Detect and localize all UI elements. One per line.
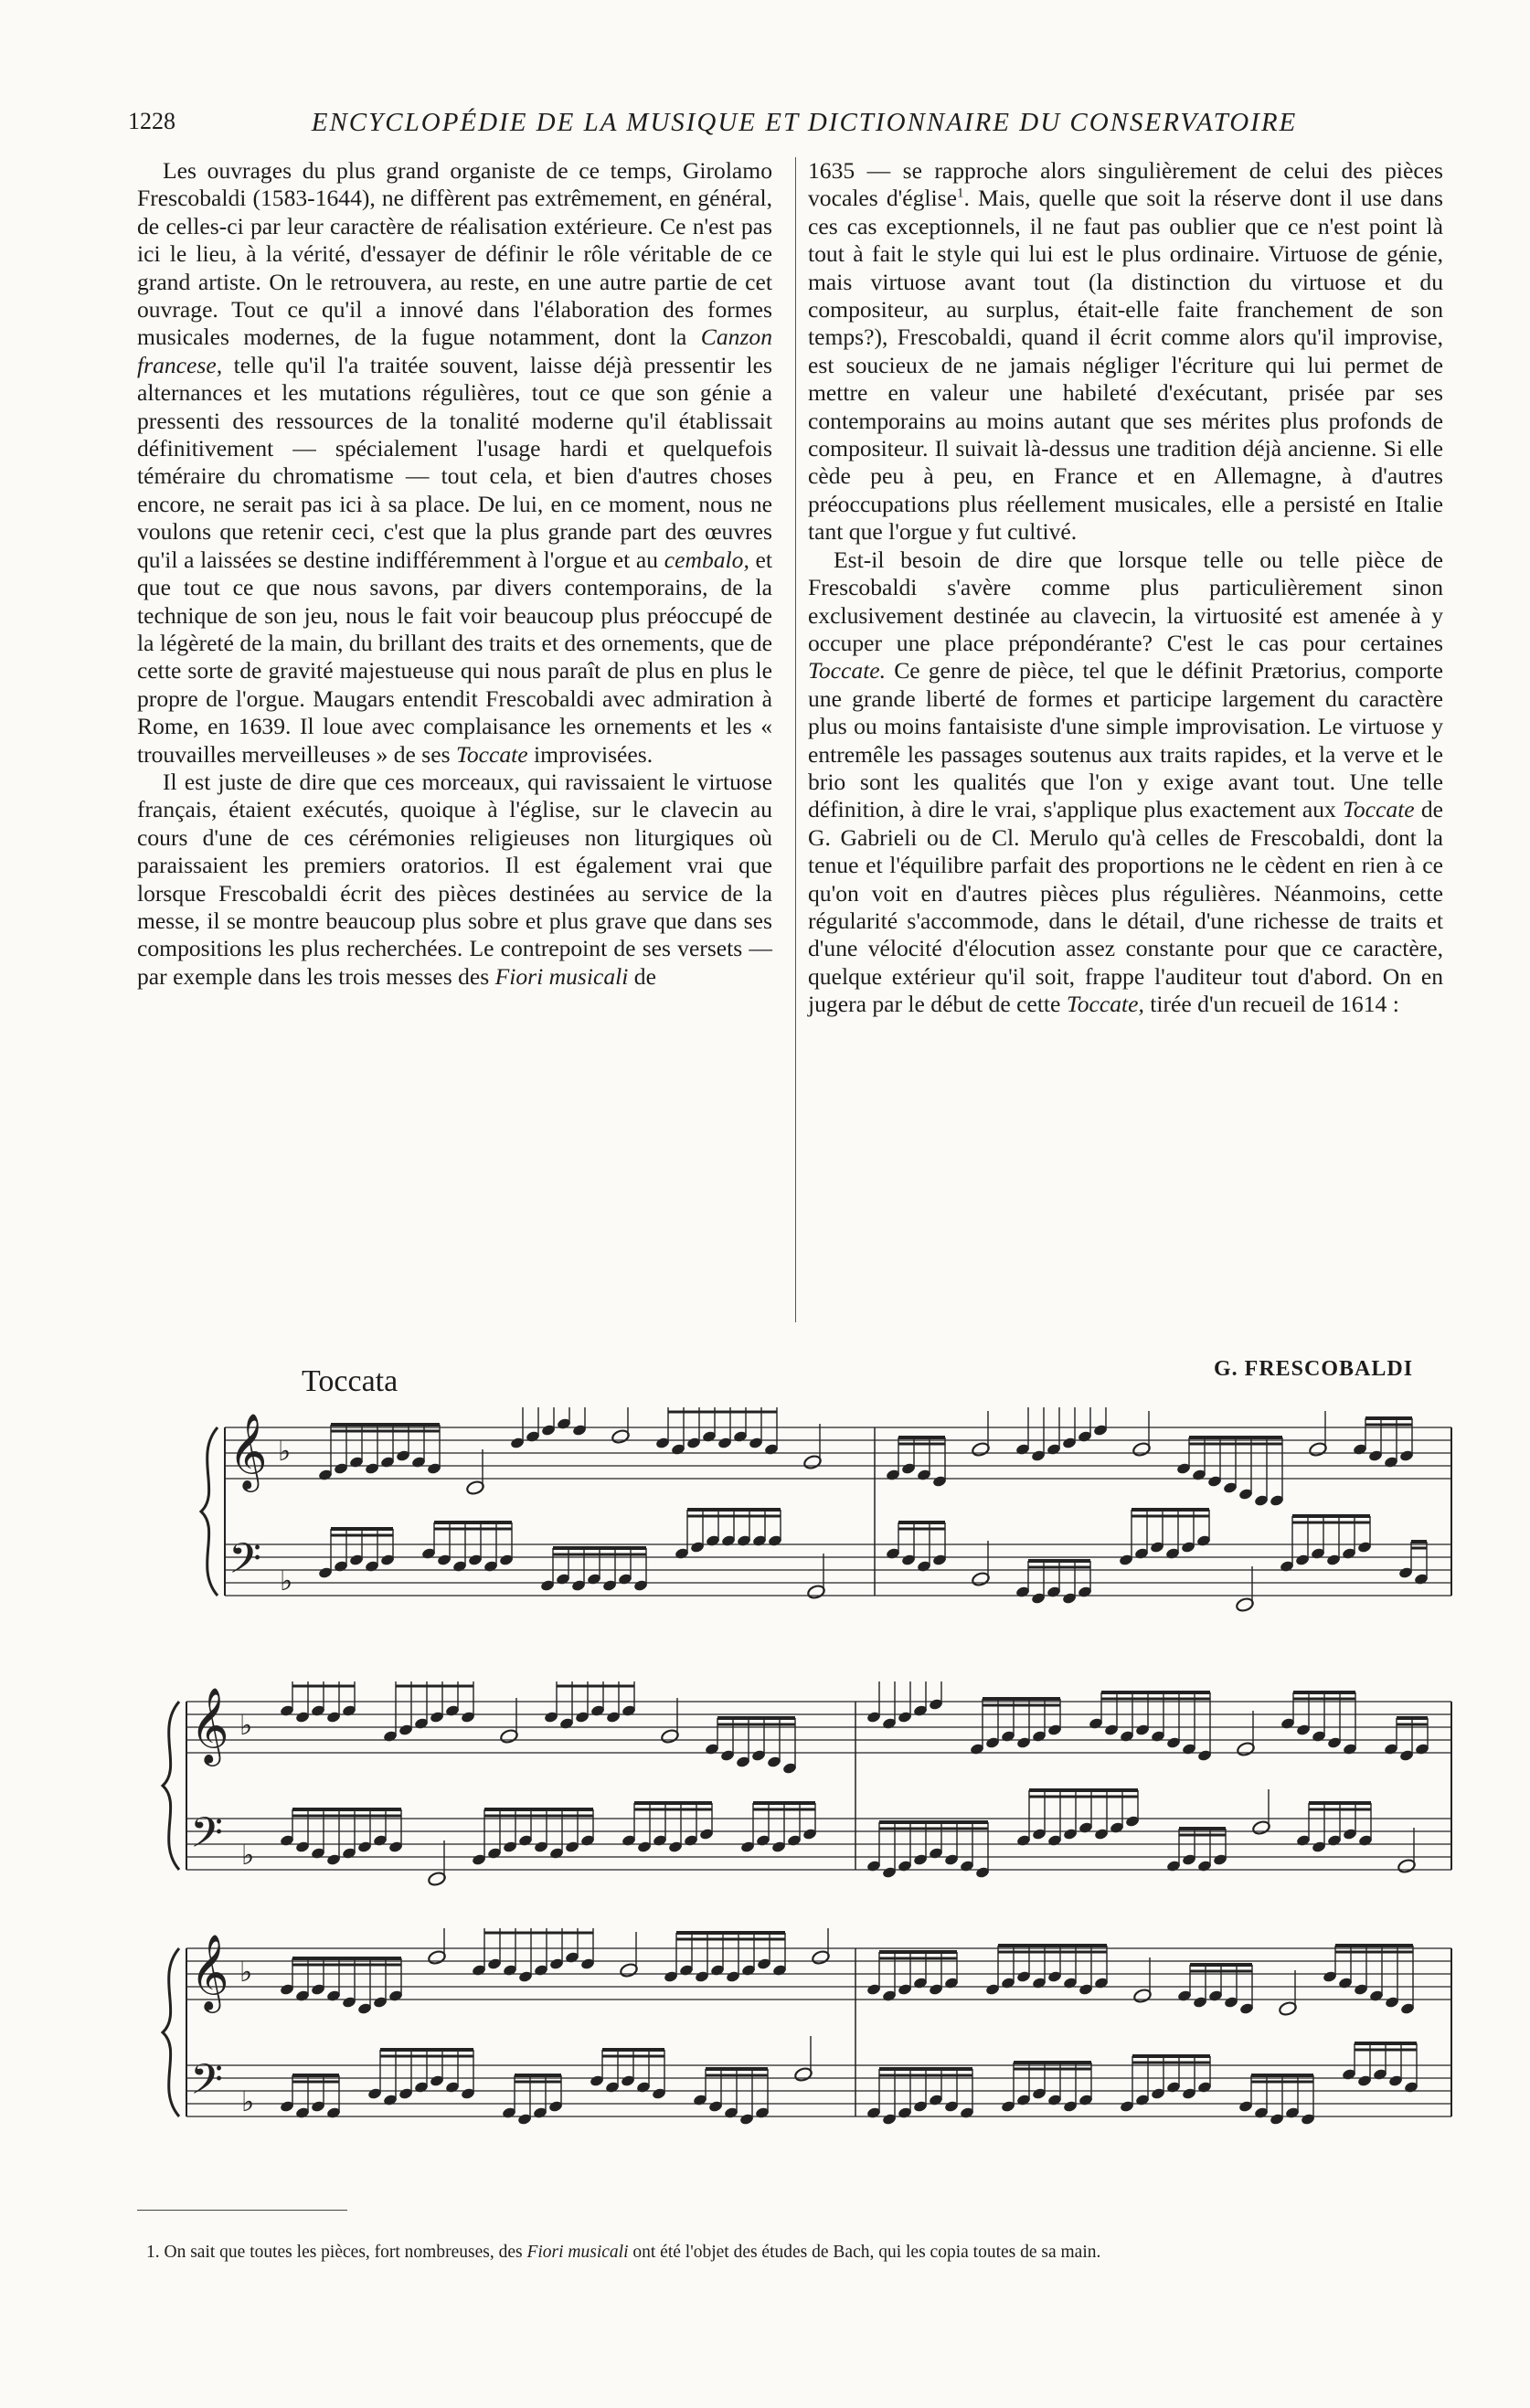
- score-system-1: [155, 1407, 1453, 1645]
- italic-term: Fiori musicali: [494, 962, 629, 990]
- italic-term: Canzon francese,: [137, 324, 772, 378]
- italic-term: Toccate,: [1066, 991, 1144, 1018]
- page-number: 1228: [128, 108, 175, 134]
- text: ont été l'objet des études de Bach, qui les copia toutes de sa main.: [628, 2243, 1101, 2262]
- svg-text:𝄢: 𝄢: [228, 1534, 262, 1594]
- italic-term: Fiori musicali: [526, 2243, 629, 2262]
- italic-term: cembalo,: [664, 546, 749, 573]
- right-paragraph-2: [808, 546, 1443, 1019]
- page-header: [128, 108, 1426, 148]
- score-title: Toccata: [302, 1364, 398, 1398]
- right-paragraph-1: [808, 157, 1443, 546]
- italic-term: Toccate: [1343, 796, 1415, 823]
- left-paragraph-1: [137, 157, 772, 769]
- svg-text:𝄢: 𝄢: [190, 1809, 224, 1868]
- footnote-marker: 1: [956, 186, 964, 201]
- score-system-3: [155, 1928, 1453, 2166]
- svg-text:♭: ♭: [280, 1565, 293, 1597]
- svg-text:♭: ♭: [241, 2086, 255, 2118]
- text: Est-il besoin de dire que lorsque telle ou telle pièce de Frescobaldi s'avère comme plus particulièrement sinon exclusivement destinée au clavecin, la virtuosité est amenée à y occuper une place prépondérante? C'est le cas pour certaines: [808, 546, 1443, 656]
- footnote: [146, 2243, 1444, 2263]
- column-divider: [795, 157, 796, 1322]
- text: telle qu'il l'a traitée souvent, laisse déjà pressentir les alternances et les mutations régulières, tout ce que son génie a pressenti des ressources de la tonalité moderne qu'il établissait définitivement — spécialement l'usage hardi et quelquefois téméraire du chromatisme — tout cela, et bien d'autres choses encore, ne serait pas ici à sa place. De lui, en ce moment, nous ne voulons que retenir ceci, c'est que la plus grande part des œuvres qu'il a laissées se destine indifféremment à l'orgue et au: [137, 351, 772, 573]
- italic-term: Toccate.: [808, 657, 887, 684]
- running-title: ENCYCLOPÉDIE DE LA MUSIQUE ET DICTIONNAIRE DU CONSERVATOIRE: [311, 108, 1298, 137]
- text: Les ouvrages du plus grand organiste de ce temps, Girolamo Frescobaldi (1583-1644), ne diffèrent pas extrêmement, en général, de celles-ci par leur caractère de réalisation extérieure. Ce n'est pas ici le lieu, à la vérité, d'essayer de définir le rôle véritable de ce grand artiste. On le retrouvera, au reste, en une autre partie de cet ouvrage. Tout ce qu'il a innové dans l'élaboration des formes musicales modernes, de la fugue notamment, dont la: [137, 157, 772, 351]
- text: 1635 — se rapproche alors singulièrement de celui des pièces vocales d'église: [808, 157, 1443, 212]
- svg-text:♭: ♭: [241, 1840, 255, 1872]
- music-staff-system: [155, 1928, 1453, 2166]
- svg-text:♭: ♭: [239, 1710, 253, 1742]
- score-composer: G. FRESCOBALDI: [1214, 1357, 1414, 1381]
- text: . Mais, quelle que soit la réserve dont il use dans ces cas exceptionnels, il ne faut pas oublier que ce n'est point là tout à fait le style qui lui est le plus ordinaire. Virtuose de génie, mais virtuose avant tout (la distinction du virtuose et du compositeur, au surplus, était-elle faite franchement de son temps?), Frescobaldi, quand il écrit comme alors qu'il improvise, est soucieux de ne jamais négliger l'écriture qui lui permet de mettre en valeur une habileté d'exécutant, prisée par ses contemporains au moins autant que ses mérites plus profonds de compositeur. Il suivait là-dessus une tradition déjà ancienne. Si elle cède peu à peu, en France et en Allemagne, à d'autres préoccupations plus réellement musicales, elle a persisté en Italie tant que l'orgue y fut cultivé.: [808, 185, 1443, 546]
- music-staff-system: [155, 1407, 1453, 1645]
- text: de: [628, 962, 656, 990]
- right-column: [808, 157, 1443, 1019]
- svg-text:♭: ♭: [278, 1436, 292, 1468]
- svg-text:𝄞: 𝄞: [228, 1412, 268, 1489]
- left-column: [137, 157, 772, 991]
- text: Il est juste de dire que ces morceaux, qui ravissaient le virtuose français, étaient exécutés, quoique à l'église, sur le clavecin au cours d'une de ces cérémonies religieuses non liturgiques où paraissaient les premiers oratorios. Il est également vrai que lorsque Frescobaldi écrit des pièces destinées au service de la messe, il se montre beaucoup plus sobre et plus grave que dans ses compositions les plus recherchées. Le contrepoint de ses versets — par exemple dans les trois messes des: [137, 768, 772, 990]
- text: Ce genre de pièce, tel que le définit Prætorius, comporte une grande liberté de formes et participe largement du caractère plus ou moins fantaisiste d'une simple improvisation. Le virtuose y entremêle les passages soutenus aux traits rapides, et la verve et le brio sont les qualités que l'on y exige avant tout. Une telle définition, à dire le vrai, s'applique plus exactement aux: [808, 657, 1443, 823]
- svg-text:𝄞: 𝄞: [190, 1933, 229, 2010]
- svg-text:𝄢: 𝄢: [190, 2055, 224, 2115]
- music-staff-system: [155, 1681, 1453, 1919]
- svg-text:♭: ♭: [239, 1957, 253, 1989]
- text: improvisées.: [527, 740, 653, 768]
- score-system-2: [155, 1681, 1453, 1919]
- text: de G. Gabrieli ou de Cl. Merulo qu'à celles de Frescobaldi, dont la tenue et l'équilibre parfait des proportions ne le cèdent en rien à ce qu'on voit en d'autres pièces plus régulières. Néanmoins, cette régularité s'accommode, dans le détail, d'une richesse de traits et d'une vélocité d'élocution assez constante pour que ce caractère, quelque extérieur qu'il soit, frappe l'auditeur tout d'abord. On en jugera par le début de cette: [808, 796, 1443, 1018]
- text: et que tout ce que nous savons, par divers contemporains, de la technique de son jeu, nous le fait voir beaucoup plus préoccupé de la légèreté de la main, du brillant des traits et des ornements, que de cette sorte de gravité majestueuse qui nous paraît de plus en plus le propre de l'orgue. Maugars entendit Frescobaldi avec admiration à Rome, en 1639. Il loue avec complaisance les ornements et les « trouvailles merveilleuses » de ses: [137, 546, 773, 768]
- svg-text:𝄞: 𝄞: [190, 1686, 229, 1763]
- italic-term: Toccate: [455, 740, 528, 768]
- text: tirée d'un recueil de 1614 :: [1143, 991, 1399, 1018]
- text: 1. On sait que toutes les pièces, fort nombreuses, des: [146, 2243, 527, 2262]
- left-paragraph-2: [137, 769, 772, 991]
- footnote-rule: [137, 2210, 347, 2211]
